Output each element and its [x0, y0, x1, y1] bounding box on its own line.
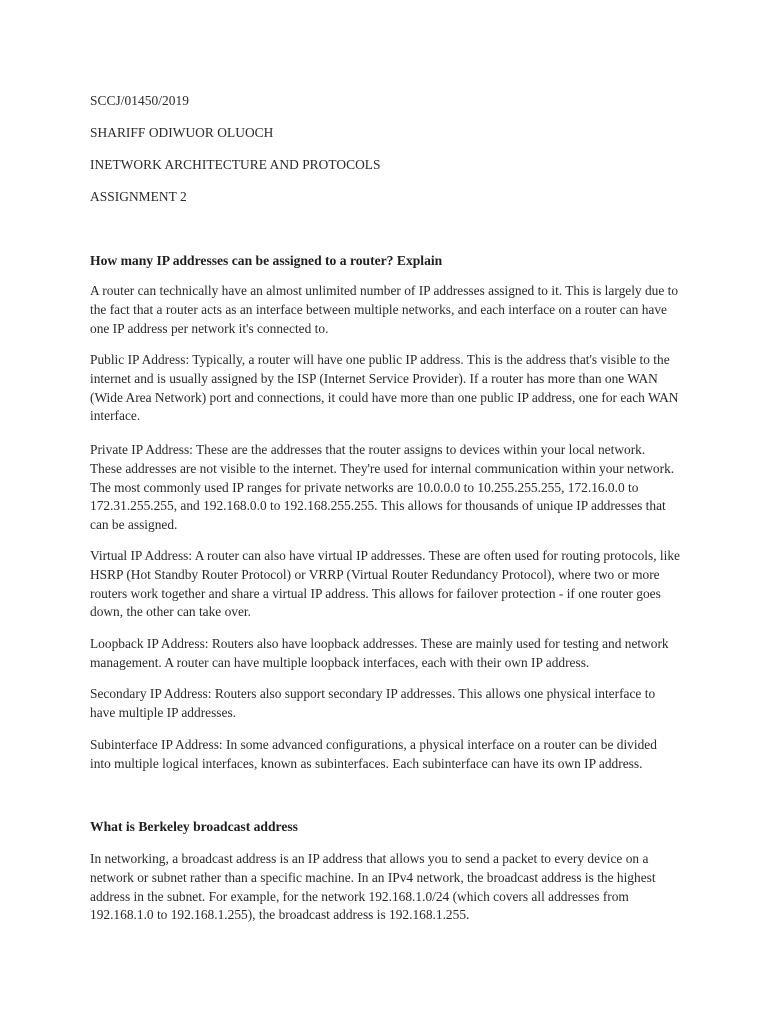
registration-number: SCCJ/01450/2019 [90, 93, 189, 108]
section1-heading: How many IP addresses can be assigned to a router? Explain [90, 253, 443, 268]
section1-paragraph-secondary-ip: Secondary IP Address: Routers also support secondary IP addresses. This allows one physical interface to have multiple IP addresses. [90, 686, 656, 720]
section1-paragraph-subinterface-ip: Subinterface IP Address: In some advanced configurations, a physical interface on a router can be divided into multiple logical interfaces, known as subinterfaces. Each subinterface can have its own IP address. [90, 737, 657, 771]
section1-paragraph-loopback-ip: Loopback IP Address: Routers also have loopback addresses. These are mainly used for testing and network management. A router can have multiple loopback interfaces, each with their own IP address. [90, 636, 669, 670]
section1-paragraph-intro: A router can technically have an almost unlimited number of IP addresses assigned to it. This is largely due to the fact that a router acts as an interface between multiple networks, and each interface on a router can have one IP address per network it's connected to. [90, 283, 679, 336]
section1-paragraph-public-ip: Public IP Address: Typically, a router will have one public IP address. This is the address that's visible to the internet and is usually assigned by the ISP (Internet Service Provider). If a router has more than one WAN (Wide Area Network) port and connections, it could have more than one public IP address, one for each WAN interface. [90, 352, 679, 424]
course-title: INETWORK ARCHITECTURE AND PROTOCOLS [90, 157, 381, 172]
section1-paragraph-virtual-ip: Virtual IP Address: A router can also have virtual IP addresses. These are often used for routing protocols, like HSRP (Hot Standby Router Protocol) or VRRP (Virtual Router Redundancy Protocol), where two or more routers work together and share a virtual IP address. This allows for failover protection - if one router goes down, the other can take over. [90, 548, 680, 620]
section1-paragraph-private-ip: Private IP Address: These are the addresses that the router assigns to devices within your local network. These addresses are not visible to the internet. They're used for internal communication within your network. The most commonly used IP ranges for private networks are 10.0.0.0 to 10.255.255.255, 172.16.0.0 to 172.31.255.255, and 192.168.0.0 to 192.168.255.255. This allows for thousands of unique IP addresses that can be assigned. [90, 442, 675, 533]
student-name: SHARIFF ODIWUOR OLUOCH [90, 125, 274, 140]
assignment-title: ASSIGNMENT 2 [90, 189, 187, 204]
section2-paragraph-broadcast: In networking, a broadcast address is an IP address that allows you to send a packet to every device on a network or subnet rather than a specific machine. In an IPv4 network, the broadcast address is the highest address in the subnet. For example, for the network 192.168.1.0/24 (which covers all addresses from 192.168.1.0 to 192.168.1.255), the broadcast address is 192.168.1.255. [90, 851, 656, 923]
section2-heading: What is Berkeley broadcast address [90, 819, 298, 834]
